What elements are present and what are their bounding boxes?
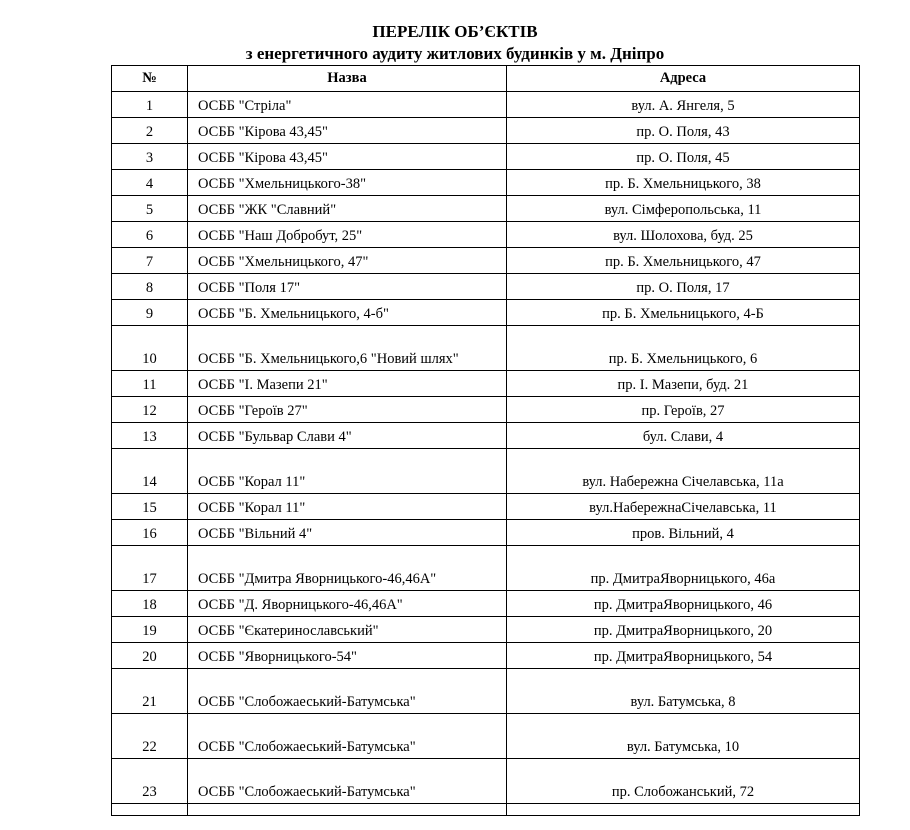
page-title: ПЕРЕЛІК ОБ’ЄКТІВ: [372, 22, 538, 41]
row-address: пр. Б. Хмельницького, 4-Б: [507, 300, 860, 326]
table-row: [112, 669, 860, 714]
table-row-partial: [112, 804, 860, 816]
row-address: пр. ДмитраЯворницького, 46а: [507, 546, 860, 591]
row-name: ОСББ "Героїв 27": [188, 397, 507, 423]
table-row: [112, 449, 860, 494]
row-address: пр. ДмитраЯворницького, 46: [507, 591, 860, 617]
row-address: пр. Б. Хмельницького, 38: [507, 170, 860, 196]
column-header-number: №: [112, 66, 188, 92]
row-number: 5: [112, 196, 188, 222]
page-subtitle: з енергетичного аудиту житлових будинків у м. Дніпро: [245, 44, 665, 63]
row-number: 11: [112, 371, 188, 397]
row-address: вул. Батумська, 10: [507, 714, 860, 759]
row-address: вул. Батумська, 8: [507, 669, 860, 714]
row-name: ОСББ "Слобожаеський-Батумська": [188, 669, 507, 714]
row-address: пров. Вільний, 4: [507, 520, 860, 546]
row-address: пр. Героїв, 27: [507, 397, 860, 423]
table-header-row: [112, 66, 860, 92]
row-number: 16: [112, 520, 188, 546]
table-row: [112, 546, 860, 591]
row-name: ОСББ "ЖК "Славний": [188, 196, 507, 222]
column-header-address: Адреса: [507, 66, 860, 92]
row-name: ОСББ "Корал 11": [188, 494, 507, 520]
row-address: пр. ДмитраЯворницького, 54: [507, 643, 860, 669]
row-number: 1: [112, 92, 188, 118]
column-header-name: Назва: [188, 66, 507, 92]
table-row: [112, 617, 860, 643]
row-address: вул.НабережнаСічелавська, 11: [507, 494, 860, 520]
table-row: [112, 196, 860, 222]
empty-cell: [188, 804, 507, 816]
row-name: ОСББ "Наш Добробут, 25": [188, 222, 507, 248]
table-row: [112, 520, 860, 546]
row-number: 12: [112, 397, 188, 423]
row-address: пр. О. Поля, 45: [507, 144, 860, 170]
row-number: 23: [112, 759, 188, 804]
table-row: [112, 591, 860, 617]
row-name: ОСББ "Слобожаеський-Батумська": [188, 714, 507, 759]
row-number: 7: [112, 248, 188, 274]
table-row: [112, 643, 860, 669]
row-name: ОСББ "Вільний 4": [188, 520, 507, 546]
row-address: вул. А. Янгеля, 5: [507, 92, 860, 118]
objects-table: [111, 65, 860, 816]
row-number: 14: [112, 449, 188, 494]
row-name: ОСББ "Єкатеринославський": [188, 617, 507, 643]
table-row: [112, 222, 860, 248]
table-row: [112, 714, 860, 759]
row-number: 8: [112, 274, 188, 300]
table-row: [112, 118, 860, 144]
row-address: пр. І. Мазепи, буд. 21: [507, 371, 860, 397]
row-number: 21: [112, 669, 188, 714]
row-number: 15: [112, 494, 188, 520]
table-row: [112, 248, 860, 274]
row-name: ОСББ "Стріла": [188, 92, 507, 118]
table-row: [112, 326, 860, 371]
row-address: пр. Слобожанський, 72: [507, 759, 860, 804]
row-number: 18: [112, 591, 188, 617]
row-number: 17: [112, 546, 188, 591]
row-name: ОСББ "Хмельницького-38": [188, 170, 507, 196]
table-row: [112, 300, 860, 326]
row-address: бул. Слави, 4: [507, 423, 860, 449]
row-address: пр. Б. Хмельницького, 47: [507, 248, 860, 274]
row-address: пр. Б. Хмельницького, 6: [507, 326, 860, 371]
table-row: [112, 274, 860, 300]
table-row: [112, 371, 860, 397]
empty-cell: [112, 804, 188, 816]
row-name: ОСББ "Яворницького-54": [188, 643, 507, 669]
row-number: 22: [112, 714, 188, 759]
row-address: пр. О. Поля, 17: [507, 274, 860, 300]
table-body: [112, 92, 860, 816]
row-number: 20: [112, 643, 188, 669]
row-name: ОСББ "Поля 17": [188, 274, 507, 300]
row-number: 13: [112, 423, 188, 449]
row-name: ОСББ "Дмитра Яворницького-46,46А": [188, 546, 507, 591]
row-address: вул. Сімферопольська, 11: [507, 196, 860, 222]
row-name: ОСББ "Д. Яворницького-46,46А": [188, 591, 507, 617]
table-row: [112, 759, 860, 804]
row-number: 6: [112, 222, 188, 248]
table-row: [112, 170, 860, 196]
row-number: 19: [112, 617, 188, 643]
row-name: ОСББ "Хмельницького, 47": [188, 248, 507, 274]
row-name: ОСББ "Бульвар Слави 4": [188, 423, 507, 449]
row-number: 3: [112, 144, 188, 170]
row-name: ОСББ "Слобожаеський-Батумська": [188, 759, 507, 804]
row-number: 4: [112, 170, 188, 196]
table-row: [112, 144, 860, 170]
table-row: [112, 494, 860, 520]
row-name: ОСББ "Б. Хмельницького,6 "Новий шлях": [188, 326, 507, 371]
row-name: ОСББ "Кірова 43,45": [188, 118, 507, 144]
row-number: 2: [112, 118, 188, 144]
row-number: 9: [112, 300, 188, 326]
table-row: [112, 423, 860, 449]
row-address: пр. ДмитраЯворницького, 20: [507, 617, 860, 643]
empty-cell: [507, 804, 860, 816]
row-name: ОСББ "І. Мазепи 21": [188, 371, 507, 397]
row-name: ОСББ "Б. Хмельницького, 4-б": [188, 300, 507, 326]
row-address: вул. Шолохова, буд. 25: [507, 222, 860, 248]
row-address: вул. Набережна Січелавська, 11а: [507, 449, 860, 494]
row-name: ОСББ "Кірова 43,45": [188, 144, 507, 170]
table-row: [112, 397, 860, 423]
table-row: [112, 92, 860, 118]
row-number: 10: [112, 326, 188, 371]
row-name: ОСББ "Корал 11": [188, 449, 507, 494]
row-address: пр. О. Поля, 43: [507, 118, 860, 144]
